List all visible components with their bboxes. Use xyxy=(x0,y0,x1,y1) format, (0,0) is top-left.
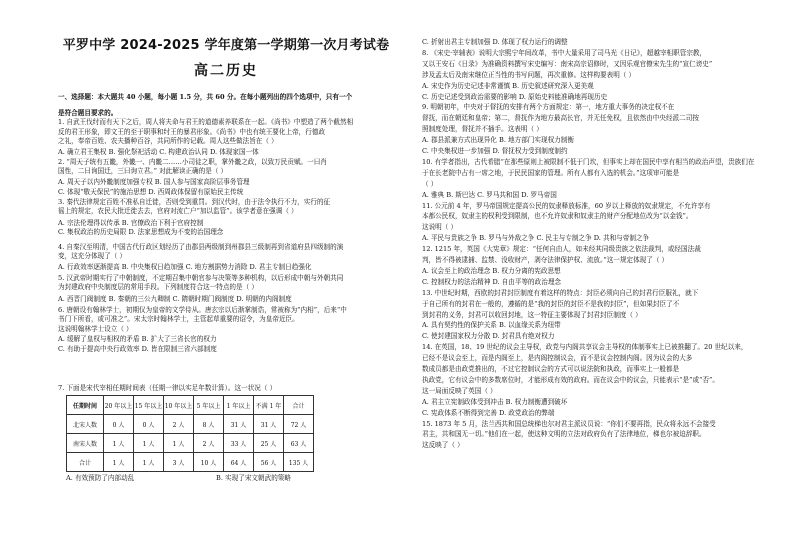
table-header-cell: 1 年以上 xyxy=(224,396,254,415)
question-line: A. 具有契约性的保护关系 B. 以血缘关系为纽带 xyxy=(422,321,561,329)
question-line: A. 平民与贵族之争 B. 罗马与外敌之争 C. 民主与专制之争 D. 共和与帝制之争 xyxy=(422,234,650,242)
exam-title: 平罗中学 2024-2025 学年度第一学期第一次月考试卷 xyxy=(62,38,390,53)
question-line: 又以王安石《日录》为准确资料撰写宋史编写：南宋高宗诏修时，又因乐观官僚宋先生的“宣仁谤史” xyxy=(422,60,713,68)
question-line: A. 西晋门阀制度 B. 秦朝的三公九卿制 C. 隋朝时期门阀制度 D. 明朝的内阁制度 xyxy=(58,295,292,303)
question-line: 本都公民权，奴隶主的权利受到限制，也不允许奴隶和奴隶主的财产分配地位改为“以金钱”。 xyxy=(422,212,693,220)
table-cell: 2 人 xyxy=(164,415,194,434)
table-header-cell: 不满 1 年 xyxy=(254,396,284,415)
table-cell: 0 人 xyxy=(104,415,134,434)
question-line: 执政党，它有议会中的多数席位时，才能形成有效的政府。而在议会中的议会，只能表示“是”或“否”。 xyxy=(422,376,720,384)
question-line: A. 行政效率逐渐提高 B. 中央集权日趋加强 C. 地方割据势力消除 D. 君主专制日趋强化 xyxy=(58,263,312,271)
question-line: 10. 有学者指出，古代希腊“在那些原则上被限制不低于门坎，但事实上却在国民中享有相当的政治声望，贵族们在 xyxy=(422,158,755,166)
question-line: 照制度处理，督抚并不插手。这表明（ ） xyxy=(422,125,543,133)
table-cell: 33 人 xyxy=(224,434,254,453)
question-line: 14. 在英国，18、19 世纪的议会主导权，政党与内阁共享议会主导权的体制事实上已被推翻了。20 世纪以来， xyxy=(422,343,748,351)
table-cell: 135 人 xyxy=(284,453,314,472)
question-line: 12. 1215 年，英国《大宪章》规定：“任何自由人，如未经其同级贵族之依法裁判，或经国法裁 xyxy=(422,245,701,253)
question-line: A. 议会至上的政治理念 B. 权力分离的宪政思想 xyxy=(422,267,561,275)
question-line: A. 君主立宪制政体受到冲击 B. 权力制衡遭到破坏 xyxy=(422,398,568,406)
table-cell: 0 人 xyxy=(134,415,164,434)
question-line: 判，皆不得被逮捕、监禁、没收财产，剥夺法律保护权、流放。”这一规定体现了（ ） xyxy=(422,256,669,264)
question-line: C. 历史记述受到政治需要的影响 D. 原始史料能准确地再现历史 xyxy=(422,93,608,101)
table-header-cell: 任期时间 xyxy=(67,396,104,415)
question-line: 一、选择题：本大题共 40 小题，每小题 1.5 分，共 60 分。在每小题列出的四个选项中，只有一个 xyxy=(58,93,353,101)
question-line: A. 缓解了皇权与相权的矛盾 B. 扩大了三省长官的权力 xyxy=(58,335,217,343)
question-line: C. 宪政体系不断得到完善 D. 政党政治的弊端 xyxy=(422,409,555,417)
table-cell: 56 人 xyxy=(254,453,284,472)
table-row xyxy=(67,415,314,434)
table-header-cell: 20 年以上 xyxy=(104,396,134,415)
question-line: C. 折射出君主专制加强 D. 体现了权力运行的调整 xyxy=(422,38,568,46)
question-line: 已经不是议会至上，而是内阁至上，是内阁控制议会，而不是议会控制内阁。因为议会的大多 xyxy=(422,354,693,362)
question-line: 徭上的规定，农民大批迁徙去去，官府对流亡户“加以监管”。该学者意在强调（ ） xyxy=(58,207,298,215)
question-line: 11. 公元前 4 年，罗马帝国规定提高公民的奴隶释放标准，60 岁以上释放的奴隶规定，不允许享有 xyxy=(422,202,711,210)
question-line: C. 体现“敬天保民”的施治思想 D. 西周政体保留有原始民主传统 xyxy=(58,188,244,196)
table-cell: 10 人 xyxy=(194,453,224,472)
table-cell: 1 人 xyxy=(164,434,194,453)
question-line: 3. 秦代法律规定百姓不准私自迁徙，否则受到重罚。到汉代时，由于法令执行不力，实行的征 xyxy=(58,198,331,206)
question-line: A. 郡县派兼方式出现异化 B. 地方部门实现权力制衡 xyxy=(422,136,574,144)
question-line: 2. “周天子统有五畿，外畿一、内畿二……小司徒之职，掌外畿之政，以致万民贡赋。一曰肖 xyxy=(58,158,327,166)
question-line: 之礼，奉帝百姓、农夫播种百谷，共同所作的记载。周人这些做法旨在（ ） xyxy=(58,137,278,145)
exam-subtitle: 高二历史 xyxy=(194,63,258,79)
table-cell: 2 人 xyxy=(194,434,224,453)
question-line: 13. 中世纪时期，西欧的封君封臣制度有着这样的特点：封臣必须向自己的封君行臣服礼，就下 xyxy=(422,289,699,297)
table-header-cell: 10 年以上 xyxy=(164,396,194,415)
question-line: A. 雅典 B. 斯巴达 C. 罗马共和国 D. 罗马帝国 xyxy=(422,191,557,199)
table-cell: 64 人 xyxy=(224,453,254,472)
table-row xyxy=(67,453,314,472)
question-line: 5. 汉武帝时期实行了中朝制度，不定期召集中朝官参与决策等多种机构，以后形成中朝与外朝共同 xyxy=(58,274,344,282)
table-cell: 1 人 xyxy=(134,434,164,453)
question-line: 督抚，而在朝廷和皇帝；第二，督抚作为地方最高长官，并无任免权，且依然由中央经派二司按 xyxy=(422,114,699,122)
question-line: 反的君王形象，即文王的至于职事和纣王的暴君形象。《尚书》中也有统王要化上帝，行德政 xyxy=(58,128,326,136)
question-line: 到封君的义务，封君可以收回封地，这一特征主要体现了封君封臣制度（ ） xyxy=(422,311,642,319)
question-line: （ ） xyxy=(422,180,438,188)
table-cell: 72 人 xyxy=(284,415,314,434)
question-line: C. 中央集权进一步加强 D. 督抚权力受到制度制约 xyxy=(422,147,568,155)
question-line: C. 集权政治的历史局限 D. 法家思想成为不变的治国理念 xyxy=(58,228,224,236)
question-line: 国性，二曰询国迁，三曰询立君。” 对此解读正确的是（ ） xyxy=(58,167,228,175)
question-line: A. 宋史作为历史记述非常谨慎 B. 历史叙述研究深入更美观 xyxy=(422,82,594,90)
table-cell: 31 人 xyxy=(254,415,284,434)
table-cell: 31 人 xyxy=(224,415,254,434)
question-line: 7. 下面是宋代宰相任期时间表（任期一律以实足年数计算）。这一状况（ ） xyxy=(58,384,277,392)
table-cell: 北宋人数 xyxy=(67,415,104,434)
question-line: 是符合题目要求的。 xyxy=(58,109,118,117)
table-cell: 南宋人数 xyxy=(67,434,104,453)
table-cell: 8 人 xyxy=(194,415,224,434)
question-line: 9. 明朝初年，中央对于督抚的安排有两个方面规定：第一，地方重大事务的决定权不在 xyxy=(422,103,675,111)
question-line: 于自己所有的封君在一般的，遵循的是“我的封臣的封臣不是我的封臣”，但如果封臣了不 xyxy=(422,300,680,308)
question-line: 数成员都是由政党推出的，不过它控制议会的方式可以说法院和执政，而事实上一般都是 xyxy=(422,365,680,373)
question-line: 6. 唐朝设有翰林学士，初期仅为皇帝的文学侍从。唐玄宗以后渐掌制诰，常被称为“内相”，后来“中 xyxy=(58,306,347,314)
question-line: 变，这充分体现了（ ） xyxy=(58,252,127,260)
table-cell: 1 人 xyxy=(104,453,134,472)
table-row xyxy=(67,434,314,453)
question-line: 于在长老院中占有一席之地，于民民国家的管理。所有人都有入选的机会。”这项审可能是 xyxy=(422,169,680,177)
question-line: 15. 1873 年 5 月，法兰西共和国总统梯也尔对君主派议员说：“你们不要再指，民众将永远不会接受 xyxy=(422,420,716,428)
answer-option: A. 有效预防了内部动乱 xyxy=(66,474,135,482)
question-line: 君主，共和国无一切。”他们在一起，使这种文明的立法对政府负有了法律地位，梯也尔被迫辞职。 xyxy=(422,430,706,438)
question-line: A. 确立君王集权 B. 强化祭祀活动 C. 构建政治认同 D. 体现家国一体 xyxy=(58,148,259,156)
question-line: A. 宗法伦理得以传承 B. 官僚政治下利于官府控制 xyxy=(58,219,204,227)
table-header-cell: 5 年以上 xyxy=(194,396,224,415)
question-line: 8. 《宋史·宰辅表》说明大宗熙宁年间改革，书中大量采用了司马光《日记》，超越宰相职管宗教， xyxy=(422,49,707,57)
question-line: 4. 自秦汉至明清，中国古代行政区划经历了由郡县两级制到州郡县三级制再到省道府县四级制的演 xyxy=(58,243,344,251)
table-header-cell: 15 年以上 xyxy=(134,396,164,415)
table-cell: 63 人 xyxy=(284,434,314,453)
question-line: 这反映了（ ） xyxy=(422,441,464,449)
table-cell: 25 人 xyxy=(254,434,284,453)
question-line: 这说明翰林学士设立（ ） xyxy=(58,325,133,333)
question-line: 为封建政府中央制度层的常用手段。下列制度符合这一特点的是（ ） xyxy=(58,283,258,291)
table-cell: 1 人 xyxy=(134,453,164,472)
question-line: 这一局面反映了英国（ ） xyxy=(422,387,497,395)
question-line: A. 周天子以内外畿制度加强专权 B. 国人参与国家高阶层事务管理 xyxy=(58,178,250,186)
question-line: C. 控制权力的法治精神 D. 自由平等的政治理念 xyxy=(422,278,562,286)
prime-minister-tenure-table xyxy=(66,395,314,472)
question-line: 涉及孟太后及南宋继位正当性的书写问题，再次重修。这样构要表明（ ） xyxy=(422,71,636,79)
question-line: 1. 自武王伐纣而有天下之后，周人将夫命与君王的道德素养联系在一起。《尚书》中塑造了两个截然相 xyxy=(58,118,354,126)
table-header-cell: 合计 xyxy=(284,396,314,415)
table-header-row xyxy=(67,396,314,415)
table-cell: 3 人 xyxy=(164,453,194,472)
answer-option: B. 实现了宋文朝武的策略 xyxy=(216,474,291,482)
question-line: C. 使封建国家权力分散 D. 封君具有绝对权力 xyxy=(422,332,555,340)
question-line: C. 有助于提高中央行政效率 D. 皆在限制三省六部制度 xyxy=(58,345,217,353)
table-cell: 合计 xyxy=(67,453,104,472)
table-cell: 1 人 xyxy=(104,434,134,453)
question-line: 书门下所看，或可准之”。宋太宗时翰林学士，主管起草重要的诏令，为皇帝近臣。 xyxy=(58,315,299,323)
question-line: 这说明（ ） xyxy=(422,223,458,231)
